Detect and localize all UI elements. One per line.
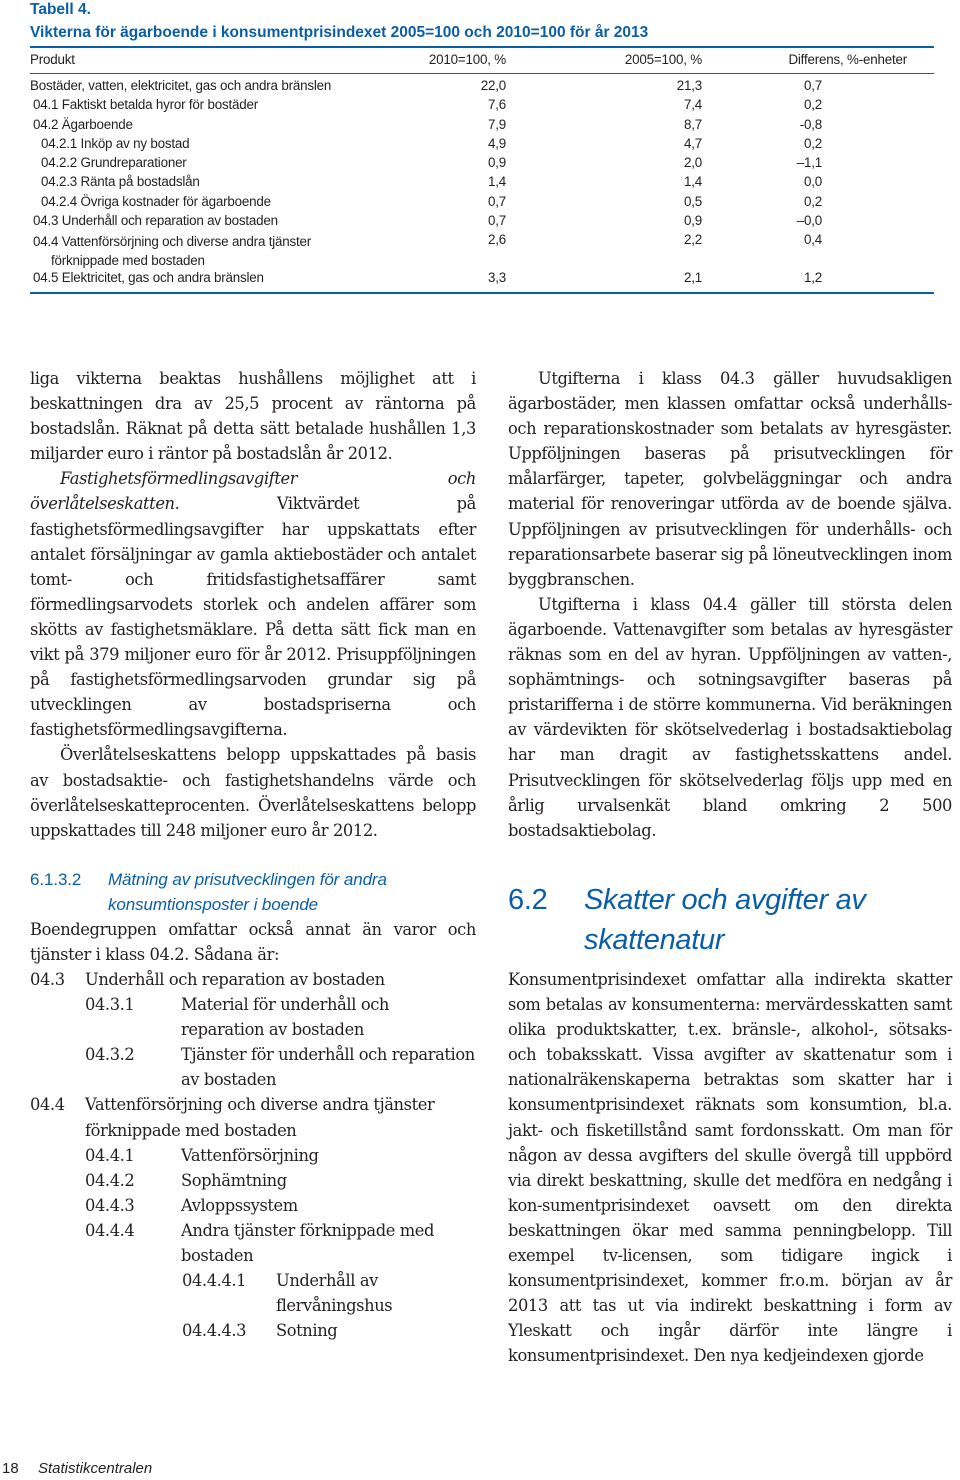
list-code: 04.4.4 xyxy=(85,1220,135,1240)
list-text: Sophämtning xyxy=(181,1170,287,1190)
row-label-continuation: förknippade med bostaden xyxy=(51,253,205,269)
cell-2005: 2,0 xyxy=(683,155,702,171)
list-code: 04.4.4.1 xyxy=(182,1271,247,1291)
row-label: Bostäder, vatten, elektricitet, gas och andra bränslen xyxy=(30,78,332,93)
cell-2005: 8,7 xyxy=(683,116,702,132)
table-row xyxy=(30,78,934,97)
list-item xyxy=(30,992,476,1042)
cell-2010: 0,7 xyxy=(487,193,506,209)
list-code: 04.4.2 xyxy=(85,1170,135,1190)
table-bottom-rule xyxy=(30,292,934,294)
cell-2010: 1,4 xyxy=(487,174,506,190)
cell-diff: 0,0 xyxy=(803,174,822,190)
list-text: Material för underhåll och reparation av bostaden xyxy=(181,995,390,1040)
cell-2005: 2,1 xyxy=(683,270,702,286)
table-row xyxy=(30,117,934,136)
list-item xyxy=(30,1143,476,1168)
table-row xyxy=(30,232,934,270)
header-product: Produkt xyxy=(30,52,75,67)
table-row xyxy=(30,213,934,232)
table-row xyxy=(30,97,934,116)
header-2005: 2005=100, % xyxy=(624,52,702,67)
right-column xyxy=(508,366,952,843)
cell-2005: 4,7 xyxy=(683,135,702,151)
cell-2010: 0,7 xyxy=(487,213,506,229)
subsection-heading xyxy=(30,867,476,917)
cell-diff: 0,4 xyxy=(803,232,822,248)
cell-2010: 2,6 xyxy=(487,232,506,248)
cell-2005: 0,9 xyxy=(683,213,702,229)
cell-2010: 3,3 xyxy=(487,270,506,286)
class-list xyxy=(30,967,476,1343)
list-text: Vattenförsörjning xyxy=(181,1145,319,1165)
list-item xyxy=(30,1218,476,1268)
list-code: 04.3.2 xyxy=(85,1045,135,1065)
page-number: 18 xyxy=(2,1460,19,1477)
cell-diff: 0,2 xyxy=(803,193,822,209)
paragraph xyxy=(30,466,476,742)
list-text: Tjänster för underhåll och reparation av bostaden xyxy=(181,1045,475,1090)
publisher-name: Statistikcentralen xyxy=(38,1460,153,1477)
table-title: Vikterna för ägarboende i konsumentprisindexet 2005=100 och 2010=100 för år 2013 xyxy=(30,24,649,41)
list-text: Vattenförsörjning och diverse andra tjänster förknippade med bostaden xyxy=(85,1095,435,1140)
list-code: 04.4 xyxy=(30,1095,65,1115)
list-item xyxy=(30,1168,476,1193)
cell-2010: 7,6 xyxy=(487,97,506,113)
cell-diff: –1,1 xyxy=(796,155,822,171)
section-number: 6.2 xyxy=(508,884,548,916)
row-label: 04.3 Underhåll och reparation av bostaden xyxy=(33,213,278,229)
list-code: 04.4.4.3 xyxy=(182,1321,247,1341)
cell-2005: 2,2 xyxy=(683,232,702,248)
paragraph: liga vikterna beaktas hushållens möjlighet att i beskattningen dra av 25,5 procent av räntorna på bostadslån. Räknat på detta sätt betalade hushållen 1,3 miljarder euro i räntor på bostadslån år 2012. xyxy=(30,369,476,464)
table-row xyxy=(30,174,934,193)
list-item xyxy=(30,1193,476,1218)
paragraph-text: Viktvärdet på fastighetsförmedlingsavgifter har uppskattats efter antalet försäljningar av gamla aktiebostäder och antalet tomt- och fritidsfastighetsaffärer samt förmedlingsarvodets storlek och andelen affärer som skötts av fastighetsmäklare. På detta sätt fick man en vikt på 379 miljoner euro för år 2012. Prisuppföljningen på fastighetsförmedlingsarvoden grundar sig på utvecklingen av bostadspriserna och fastighetsförmedlingsavgifterna. xyxy=(30,494,476,740)
right-column-lower xyxy=(508,967,952,1369)
table-header-row xyxy=(30,52,934,74)
left-column xyxy=(30,366,476,1343)
cell-2005: 0,5 xyxy=(683,193,702,209)
list-text: Andra tjänster förknippade med bostaden xyxy=(181,1220,435,1265)
list-item xyxy=(30,1318,476,1343)
list-item xyxy=(30,1042,476,1092)
list-text: Underhåll och reparation av bostaden xyxy=(85,969,385,989)
cell-diff: 0,2 xyxy=(803,135,822,151)
table-row xyxy=(30,136,934,155)
table-caption xyxy=(30,0,648,46)
list-item xyxy=(30,1268,476,1318)
list-item xyxy=(30,1092,476,1142)
table-top-rule xyxy=(30,46,934,48)
cell-2010: 4,9 xyxy=(487,135,506,151)
list-text: Avloppssystem xyxy=(181,1195,298,1215)
paragraph: Överlåtelseskattens belopp uppskattades på basis av bostadsaktie- och fastighetshandelns värde och överlåtelseskatteprocenten. Överlåtelseskattens belopp uppskattades till 248 miljoner euro år 2012. xyxy=(30,745,476,840)
paragraph: Utgifterna i klass 04.3 gäller huvudsakligen ägarbostäder, men klassen omfattar också underhålls- och reparationskostnader som betalats av hyresgäster. Uppföljningen baseras på prisutvecklingen för målarfärger, tapeter, golvbeläggningar och andra material för renoveringar utförda av de boende själva. Uppföljningen av prisutvecklingen för underhålls- och reparationsarbete baserar sig på löneutvecklingen inom byggbranschen. xyxy=(508,369,952,589)
paragraph: Boendegruppen omfattar också annat än varor och tjänster i klass 04.2. Sådana är: xyxy=(30,919,476,964)
list-code: 04.4.3 xyxy=(85,1195,135,1215)
subsection-number: 6.1.3.2 xyxy=(30,869,82,889)
table-row xyxy=(30,155,934,174)
header-2010: 2010=100, % xyxy=(428,52,506,67)
header-difference: Differens, %-enheter xyxy=(788,52,907,67)
table-label: Tabell 4. xyxy=(30,1,91,18)
row-label: 04.2.3 Ränta på bostadslån xyxy=(41,174,200,190)
cell-2005: 21,3 xyxy=(676,78,702,93)
list-code: 04.3.1 xyxy=(85,995,135,1015)
subsection-title-line2: konsumtionsposter i boende xyxy=(108,894,319,914)
paragraph: Konsumentprisindexet omfattar alla indirekta skatter som betalas av konsumenterna: mervärdesskatten samt olika produktskatter, t.ex. bränsle-, alkohol-, sötsaks- och tobaksskatt. Vissa avgifter av skattenatur som i nationalräkenskaperna betraktas som skatter har i konsumentprisindexet räknats som konsumtion, bl.a. jakt- och fisketillstånd samt fordonsskatt. Om man för någon av dessa avgifters del skulle övergå till uppbörd via direkt beskattning, skulle det medföra en nedgång i kon-sumentprisindexet oavsett om den direkta beskattningen ökar med samma penningbelopp. Till exempel tv-licensen, som tidigare ingick i konsumentprisindexet, kommer fr.o.m. början av år 2013 att tas ut via indirekt beskattning i form av Yleskatt och ingår därför inte längre i konsumentprisindexet. Den nya kedjeindexen gjorde xyxy=(508,970,952,1366)
cell-2010: 0,9 xyxy=(487,155,506,171)
list-item xyxy=(30,967,476,992)
list-text: Sotning xyxy=(276,1321,338,1341)
row-label: 04.2 Ägarboende xyxy=(33,116,133,132)
paragraph: Utgifterna i klass 04.4 gäller till största delen ägarboende. Vattenavgifter som betalas av hyresgäster räknas som en del av hyran. Uppföljningen av vatten-, sophämtnings- och sotningsavgifter baseras på pristarifferna i de större kommunerna. Vid beräkningen av värdevikten för skötselvederlag i bostadsaktiebolag har man dragit av fastighetsskattens andel. Prisutvecklingen för skötselvederlag följs upp med en årlig urvalsenkät bland omkring 2 500 bostadsaktiebolag. xyxy=(508,594,952,840)
page-footer xyxy=(0,1460,152,1477)
table-row xyxy=(30,270,934,289)
row-label-multiline xyxy=(30,232,396,270)
cell-diff: 0,2 xyxy=(803,97,822,113)
run-in-heading: Fastighetsförmedlingsavgifter och överlåtelseskatten. xyxy=(30,469,476,514)
cell-diff: –0,0 xyxy=(796,213,822,229)
list-code: 04.3 xyxy=(30,969,65,989)
section-title: Skatter och avgifter av skattenatur xyxy=(584,884,866,956)
cell-2005: 7,4 xyxy=(683,97,702,113)
cell-diff: -0,8 xyxy=(799,116,822,132)
section-heading xyxy=(508,880,948,960)
cell-2010: 7,9 xyxy=(487,116,506,132)
weights-table xyxy=(30,52,934,290)
row-label: 04.2.2 Grundreparationer xyxy=(41,155,187,171)
row-label: 04.2.4 Övriga kostnader för ägarboende xyxy=(41,193,271,209)
row-label: 04.2.1 Inköp av ny bostad xyxy=(41,135,190,151)
cell-diff: 1,2 xyxy=(803,270,822,286)
row-label: 04.4 Vattenförsörjning och diverse andra tjänster xyxy=(33,234,312,250)
list-text: Underhåll av flervåningshus xyxy=(276,1271,393,1316)
cell-2005: 1,4 xyxy=(683,174,702,190)
cell-2010: 22,0 xyxy=(480,78,506,93)
row-label: 04.1 Faktiskt betalda hyror för bostäder xyxy=(33,97,258,113)
table-row xyxy=(30,194,934,213)
cell-diff: 0,7 xyxy=(803,78,822,93)
row-label: 04.5 Elektricitet, gas och andra bränslen xyxy=(33,270,264,286)
list-code: 04.4.1 xyxy=(85,1145,135,1165)
subsection-title-line1: Mätning av prisutvecklingen för andra xyxy=(108,869,387,889)
